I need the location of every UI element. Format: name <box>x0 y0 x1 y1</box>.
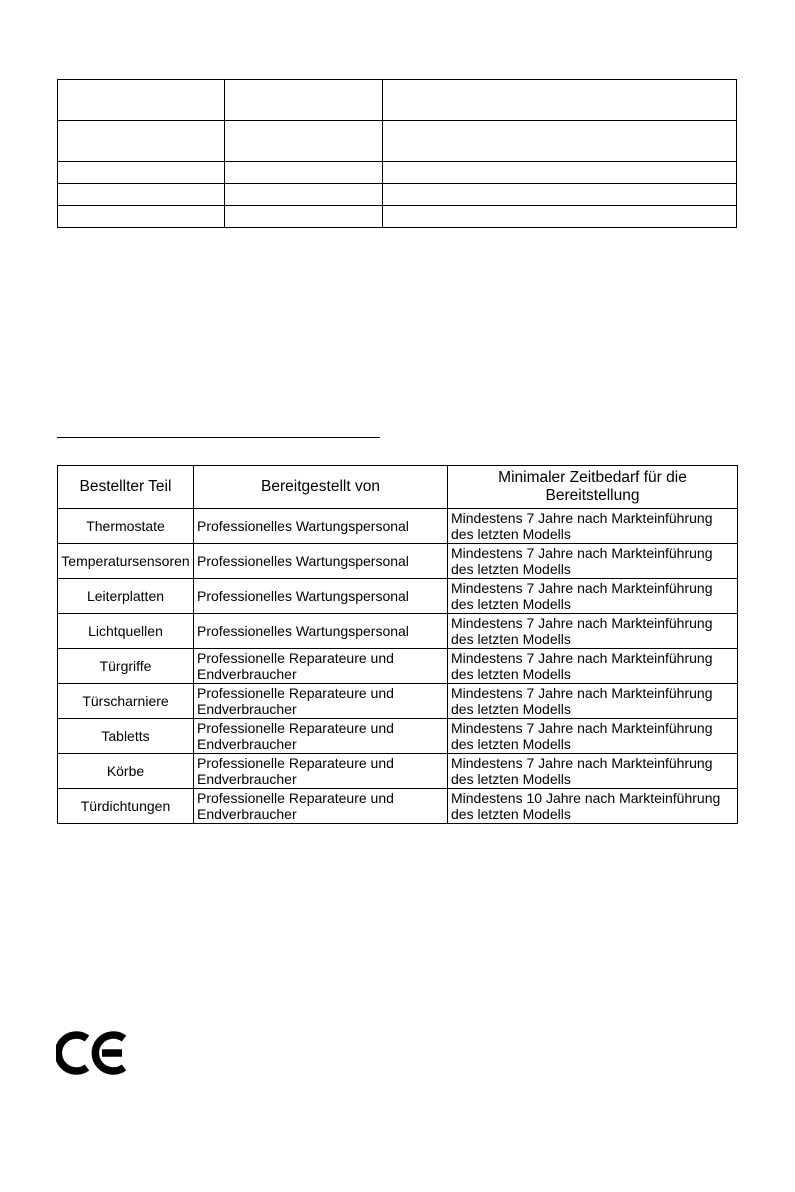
header-minimum-time: Minimaler Zeitbedarf für die Bereitstellung <box>448 466 738 509</box>
part-cell: Thermostate <box>58 509 194 544</box>
table-cell <box>383 184 737 206</box>
table-cell <box>58 162 225 184</box>
provided-by-cell: Professionelles Wartungspersonal <box>194 614 448 649</box>
table-cell <box>383 162 737 184</box>
table-body <box>58 509 738 824</box>
min-time-cell: Mindestens 10 Jahre nach Markteinführung des letzten Modells <box>448 789 738 824</box>
provided-by-cell: Professionelles Wartungspersonal <box>194 509 448 544</box>
table-cell <box>58 80 225 121</box>
min-time-cell: Mindestens 7 Jahre nach Markteinführung des letzten Modells <box>448 509 738 544</box>
min-time-cell: Mindestens 7 Jahre nach Markteinführung des letzten Modells <box>448 614 738 649</box>
table-cell <box>58 121 225 162</box>
min-time-cell: Mindestens 7 Jahre nach Markteinführung des letzten Modells <box>448 754 738 789</box>
table-row <box>58 719 738 754</box>
table-cell <box>383 80 737 121</box>
part-cell: Leiterplatten <box>58 579 194 614</box>
table-row <box>58 614 738 649</box>
table-cell <box>58 206 225 228</box>
table-cell <box>225 184 383 206</box>
header-provided-by: Bereitgestellt von <box>194 466 448 509</box>
table-row <box>58 544 738 579</box>
table-row <box>58 649 738 684</box>
part-cell: Temperatursensoren <box>58 544 194 579</box>
table-cell <box>225 80 383 121</box>
table-cell <box>383 206 737 228</box>
provided-by-cell: Professionelle Reparateure und Endverbraucher <box>194 649 448 684</box>
provided-by-cell: Professionelle Reparateure und Endverbraucher <box>194 719 448 754</box>
table-cell <box>225 121 383 162</box>
provided-by-cell: Professionelles Wartungspersonal <box>194 544 448 579</box>
min-time-cell: Mindestens 7 Jahre nach Markteinführung des letzten Modells <box>448 719 738 754</box>
part-cell: Türgriffe <box>58 649 194 684</box>
part-cell: Tabletts <box>58 719 194 754</box>
min-time-cell: Mindestens 7 Jahre nach Markteinführung des letzten Modells <box>448 579 738 614</box>
min-time-cell: Mindestens 7 Jahre nach Markteinführung des letzten Modells <box>448 544 738 579</box>
provided-by-cell: Professionelle Reparateure und Endverbraucher <box>194 789 448 824</box>
spare-parts-table <box>57 465 738 824</box>
table-row <box>58 509 738 544</box>
provided-by-cell: Professionelle Reparateure und Endverbraucher <box>194 684 448 719</box>
table-row <box>58 684 738 719</box>
part-cell: Körbe <box>58 754 194 789</box>
table-row <box>58 754 738 789</box>
table-cell <box>383 121 737 162</box>
table-cell <box>225 162 383 184</box>
empty-grid-table <box>57 79 737 228</box>
part-cell: Türdichtungen <box>58 789 194 824</box>
table-row <box>58 789 738 824</box>
provided-by-cell: Professionelles Wartungspersonal <box>194 579 448 614</box>
section-divider <box>57 437 380 438</box>
min-time-cell: Mindestens 7 Jahre nach Markteinführung des letzten Modells <box>448 649 738 684</box>
table-row <box>58 579 738 614</box>
table-cell <box>58 184 225 206</box>
min-time-cell: Mindestens 7 Jahre nach Markteinführung des letzten Modells <box>448 684 738 719</box>
part-cell: Türscharniere <box>58 684 194 719</box>
table-cell <box>225 206 383 228</box>
part-cell: Lichtquellen <box>58 614 194 649</box>
table-header-row <box>58 466 738 509</box>
provided-by-cell: Professionelle Reparateure und Endverbraucher <box>194 754 448 789</box>
ce-mark-icon <box>56 1031 128 1075</box>
header-ordered-part: Bestellter Teil <box>58 466 194 509</box>
